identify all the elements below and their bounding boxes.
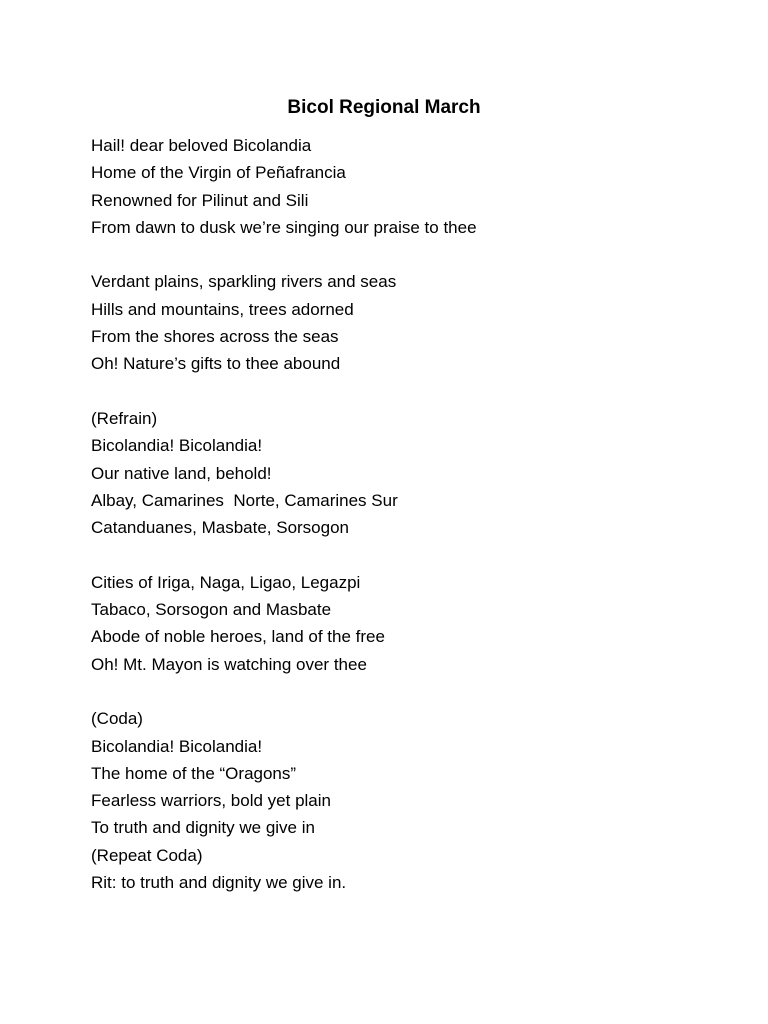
lyric-line: Oh! Mt. Mayon is watching over thee bbox=[91, 654, 367, 674]
lyrics-body bbox=[91, 132, 731, 896]
lyric-line: From dawn to dusk we’re singing our praise to thee bbox=[91, 217, 477, 237]
lyric-line: Verdant plains, sparkling rivers and seas bbox=[91, 272, 397, 292]
lyric-line: Hail! dear beloved Bicolandia bbox=[91, 136, 312, 155]
lyric-line: Tabaco, Sorsogon and Masbate bbox=[91, 600, 332, 620]
lyric-line: Our native land, behold! bbox=[91, 463, 272, 483]
lyric-line: To truth and dignity we give in bbox=[91, 818, 315, 838]
stanza-refrain bbox=[91, 405, 731, 541]
lyric-line: The home of the “Oragons” bbox=[91, 763, 297, 783]
stanza-2 bbox=[91, 268, 731, 377]
lyric-line: Cities of Iriga, Naga, Ligao, Legazpi bbox=[91, 572, 361, 592]
lyric-line: Bicolandia! Bicolandia! bbox=[91, 736, 263, 756]
lyric-line: Home of the Virgin of Peñafrancia bbox=[91, 163, 346, 183]
lyric-line: Rit: to truth and dignity we give in. bbox=[91, 873, 347, 893]
lyric-line: Bicolandia! Bicolandia! bbox=[91, 436, 263, 456]
lyric-line: Abode of noble heroes, land of the free bbox=[91, 627, 385, 647]
lyric-line: Hills and mountains, trees adorned bbox=[91, 299, 354, 319]
lyric-line: Fearless warriors, bold yet plain bbox=[91, 791, 331, 811]
lyric-line: Albay, Camarines Norte, Camarines Sur bbox=[91, 490, 398, 510]
stanza-1 bbox=[91, 132, 731, 241]
section-label: (Coda) bbox=[91, 709, 143, 729]
lyric-line: Catanduanes, Masbate, Sorsogon bbox=[91, 518, 350, 538]
lyric-line: From the shores across the seas bbox=[91, 327, 339, 347]
lyric-line: Oh! Nature’s gifts to thee abound bbox=[91, 354, 341, 374]
stanza-coda bbox=[91, 705, 731, 896]
section-label: (Repeat Coda) bbox=[91, 845, 203, 865]
document-title: Bicol Regional March bbox=[287, 97, 481, 118]
stanza-3 bbox=[91, 569, 731, 678]
lyric-line: Renowned for Pilinut and Sili bbox=[91, 190, 309, 210]
section-label: (Refrain) bbox=[91, 408, 158, 428]
